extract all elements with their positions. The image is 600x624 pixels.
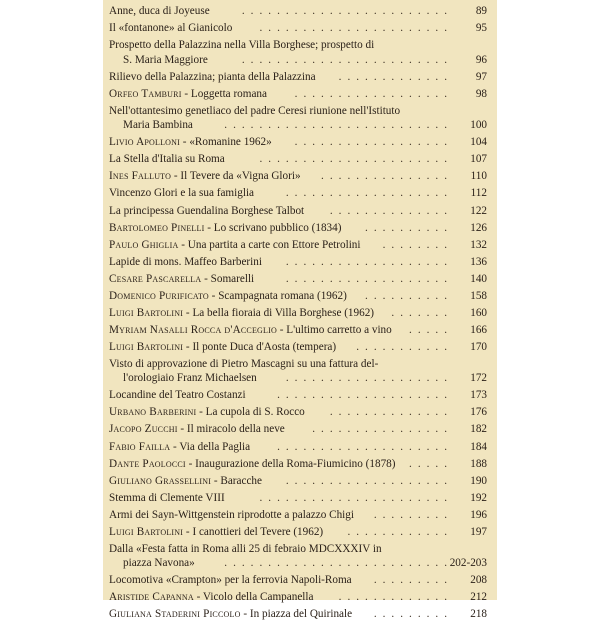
leader-dots: ................... xyxy=(285,474,453,487)
entry-title-text: - Il miracolo della neve xyxy=(177,423,285,436)
page-number: 173 xyxy=(470,389,487,402)
entry-title-text: - Lo scrivano pubblico (1834) xyxy=(204,221,342,234)
entry-author: Giuliana Staderini Piccolo xyxy=(109,608,241,621)
page-number: 89 xyxy=(475,5,487,17)
entry-title-text: - Una partita a carte con Ettore Petrolini xyxy=(178,238,361,251)
entry-title-text: La Stella d'Italia su Roma xyxy=(109,153,225,166)
leader-dots: ...................... xyxy=(259,153,453,166)
entry-title-line xyxy=(109,357,457,372)
page-number: 208 xyxy=(470,574,487,587)
page-number: 95 xyxy=(475,22,487,35)
page-number: 140 xyxy=(470,272,487,285)
leader-dots: .................... xyxy=(277,440,453,453)
page-number: 176 xyxy=(470,406,487,419)
toc-entry xyxy=(109,306,487,321)
page-number: 212 xyxy=(470,591,487,604)
leader-dots: .................. xyxy=(294,87,453,100)
page-number: 182 xyxy=(470,423,487,436)
entry-author: Luigi Bartolini xyxy=(109,525,184,538)
toc-entry xyxy=(109,38,487,67)
page-number: 188 xyxy=(470,457,487,470)
entry-title-text: Nell'ottantesimo genetliaco del padre Ceresi riunione nell'Istituto xyxy=(109,104,401,117)
leader-dots: ........................ xyxy=(241,5,453,17)
entry-title-text: - Baracche xyxy=(211,474,262,487)
entry-title-text: - Il Tevere da «Vigna Glori» xyxy=(171,170,301,183)
entry-title-text: - I canottieri del Tevere (1962) xyxy=(183,525,324,538)
entry-author: Jacopo Zucchi xyxy=(109,423,178,436)
leader-dots: .......................... xyxy=(224,557,453,570)
toc-entry xyxy=(109,135,487,150)
toc-entry xyxy=(109,21,487,36)
entry-title-text: - Vicolo della Campanella xyxy=(193,591,314,604)
leader-dots: ............. xyxy=(338,70,453,83)
toc-entry xyxy=(109,542,487,571)
toc-entry xyxy=(109,491,487,506)
toc-entry xyxy=(109,289,487,304)
entry-title-text: La principessa Guendalina Borghese Talbot xyxy=(109,204,305,217)
toc-entry xyxy=(109,255,487,270)
leader-dots: ......... xyxy=(373,608,453,621)
toc-entry xyxy=(109,440,487,455)
leader-dots: ..... xyxy=(409,457,453,470)
entry-author: Giuliano Grassellini xyxy=(109,474,212,487)
page-number: 122 xyxy=(470,204,487,217)
entry-title-text: - Il ponte Duca d'Aosta (tempera) xyxy=(183,340,337,353)
page-number: 132 xyxy=(470,238,487,251)
leader-dots: .......... xyxy=(365,221,453,234)
entry-title-text: Dalla «Festa fatta in Roma alli 25 di febraio MDCXXXIV in xyxy=(109,542,382,555)
page-number: 190 xyxy=(470,474,487,487)
entry-title-text: S. Maria Maggiore xyxy=(123,53,208,66)
toc-entry xyxy=(109,508,487,523)
page-number: 104 xyxy=(470,136,487,149)
entry-author: Paulo Ghiglia xyxy=(109,238,179,251)
entry-author: Orfeo Tamburi xyxy=(109,87,182,100)
leader-dots: ......... xyxy=(373,508,453,521)
page-number: 196 xyxy=(470,508,487,521)
toc-entry xyxy=(109,4,487,19)
toc-entry xyxy=(109,204,487,219)
leader-dots: ................... xyxy=(285,187,453,200)
entry-title-text: Lapide di mons. Maffeo Barberini xyxy=(109,255,262,268)
page-number: 112 xyxy=(470,187,487,200)
toc-entry xyxy=(109,272,487,287)
leader-dots: ......... xyxy=(373,574,453,587)
page-number: 172 xyxy=(470,372,487,385)
leader-dots: ........ xyxy=(382,238,453,251)
toc-entry xyxy=(109,590,487,605)
book-page xyxy=(103,0,497,621)
leader-dots: ...................... xyxy=(259,22,453,35)
entry-author: Fabio Failla xyxy=(109,440,171,453)
entry-title-text: - Somarelli xyxy=(201,272,255,285)
leader-dots: ............. xyxy=(338,591,453,604)
entry-title-text: - Scampagnata romana (1962) xyxy=(208,289,347,302)
entry-title-text: Prospetto della Palazzina nella Villa Borghese; prospetto di xyxy=(109,39,375,52)
leader-dots: .................... xyxy=(277,389,453,402)
entry-title-text: l'orologiaio Franz Michaelsen xyxy=(123,372,257,385)
entry-title-text: Visto di approvazione di Pietro Mascagni su una fattura del- xyxy=(109,357,379,370)
entry-title-text: Il «fontanone» al Gianicolo xyxy=(109,22,233,35)
entry-title-text: Locandine del Teatro Costanzi xyxy=(109,389,246,402)
entry-title-line xyxy=(109,457,457,472)
entry-author: Livio Apolloni xyxy=(109,136,180,149)
entry-author: Aristide Capanna xyxy=(109,591,194,604)
toc-entry xyxy=(109,474,487,489)
entry-title-line xyxy=(109,542,457,557)
toc-entry xyxy=(109,70,487,85)
page-number: 184 xyxy=(470,440,487,453)
page-number: 110 xyxy=(470,170,487,183)
page-number: 170 xyxy=(470,340,487,353)
page-number: 107 xyxy=(470,153,487,166)
entry-author: Urbano Barberini xyxy=(109,406,197,419)
leader-dots: ........... xyxy=(356,340,453,353)
leader-dots: ............ xyxy=(347,525,453,538)
toc-entry xyxy=(109,152,487,167)
page-number: 96 xyxy=(475,53,487,66)
entry-title-text: Armi dei Sayn-Wittgenstein riprodotte a palazzo Chigi xyxy=(109,508,354,521)
toc-entry xyxy=(109,357,487,386)
page-number: 202-203 xyxy=(449,557,487,570)
entry-author: Luigi Bartolini xyxy=(109,340,184,353)
leader-dots: ..... xyxy=(409,323,453,336)
page-number: 197 xyxy=(470,525,487,538)
entry-title-line xyxy=(109,104,457,119)
toc-entry xyxy=(109,457,487,472)
leader-dots: .............. xyxy=(329,204,453,217)
leader-dots: ................... xyxy=(285,255,453,268)
page-number: 100 xyxy=(470,119,487,132)
entry-author: Cesare Pascarella xyxy=(109,272,202,285)
entry-author: Bartolomeo Pinelli xyxy=(109,221,205,234)
entry-title-text: - Via della Paglia xyxy=(170,440,251,453)
entry-title-text: Stemma di Clemente VIII xyxy=(109,491,225,504)
leader-dots: ........................ xyxy=(241,53,453,66)
leader-dots: .............. xyxy=(329,406,453,419)
page-number: 160 xyxy=(470,306,487,319)
entry-author: Dante Paolocci xyxy=(109,457,186,470)
toc-entry xyxy=(109,525,487,540)
entry-title-line xyxy=(109,323,457,338)
entry-title-text: - La cupola di S. Rocco xyxy=(196,406,305,419)
leader-dots: ............... xyxy=(321,170,453,183)
toc-entry xyxy=(109,607,487,622)
entry-title-text: Vincenzo Glori e la sua famiglia xyxy=(109,187,255,200)
page-number: 97 xyxy=(475,70,487,83)
page-number: 158 xyxy=(470,289,487,302)
entry-title-text: - L'ultimo carretto a vino xyxy=(276,323,392,336)
page-number: 98 xyxy=(475,87,487,100)
entry-title-text: - «Romanine 1962» xyxy=(180,136,272,149)
leader-dots: ................... xyxy=(285,372,453,385)
toc-entry xyxy=(109,340,487,355)
toc-entry xyxy=(109,87,487,102)
toc-entry xyxy=(109,238,487,253)
toc-entry xyxy=(109,573,487,588)
page-number: 126 xyxy=(470,221,487,234)
entry-title-text: Locomotiva «Crampton» per la ferrovia Napoli-Roma xyxy=(109,574,352,587)
toc-entry xyxy=(109,422,487,437)
page-number: 192 xyxy=(470,491,487,504)
toc-entry xyxy=(109,104,487,133)
entry-author: Myriam Nasalli Rocca d'Acceglio xyxy=(109,323,277,336)
leader-dots: ................... xyxy=(285,272,453,285)
entry-author: Luigi Bartolini xyxy=(109,306,184,319)
entry-title-text: Rilievo della Palazzina; pianta della Palazzina xyxy=(109,70,316,83)
entry-title-text: Anne, duca di Joyeuse xyxy=(109,5,210,17)
leader-dots: ...................... xyxy=(259,491,453,504)
illustrations-index xyxy=(109,4,487,624)
leader-dots: ................ xyxy=(312,423,453,436)
entry-title-text: piazza Navona» xyxy=(123,557,195,570)
page-number: 166 xyxy=(470,323,487,336)
leader-dots: ....... xyxy=(391,306,453,319)
toc-entry xyxy=(109,221,487,236)
entry-title-text: - In piazza del Quirinale xyxy=(240,608,353,621)
entry-author: Ines Falluto xyxy=(109,170,172,183)
toc-entry xyxy=(109,405,487,420)
leader-dots: .......... xyxy=(365,289,453,302)
toc-entry xyxy=(109,169,487,184)
toc-entry xyxy=(109,323,487,338)
toc-entry xyxy=(109,388,487,403)
entry-title-text: - Loggetta romana xyxy=(181,87,267,100)
toc-entry xyxy=(109,186,487,201)
leader-dots: .................. xyxy=(294,136,453,149)
page-number: 136 xyxy=(470,255,487,268)
entry-title-line xyxy=(109,38,457,53)
page-number: 218 xyxy=(470,608,487,621)
entry-author: Domenico Purificato xyxy=(109,289,209,302)
leader-dots: .......................... xyxy=(224,119,453,132)
entry-title-text: Maria Bambina xyxy=(123,119,193,132)
entry-title-text: - Inaugurazione della Roma-Fiumicino (1878) xyxy=(185,457,396,470)
entry-title-text: - La bella fioraia di Villa Borghese (1962) xyxy=(183,306,375,319)
